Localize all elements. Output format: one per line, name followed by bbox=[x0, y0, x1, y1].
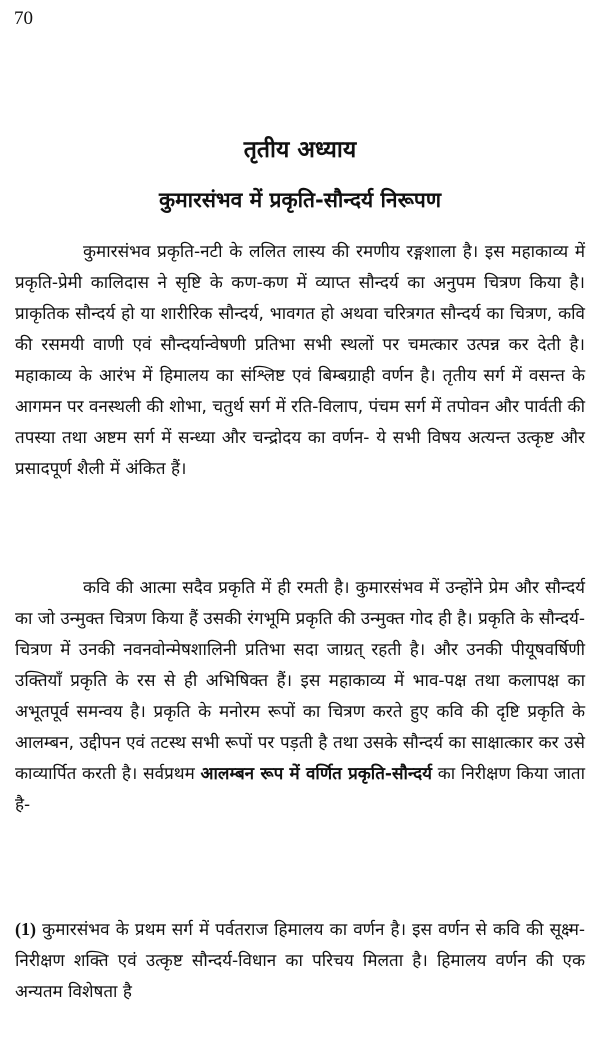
paragraph-nature-tail: का निरीक्षण किया जाता है- bbox=[15, 764, 585, 815]
point-number: (1) bbox=[15, 919, 36, 939]
paragraph-nature bbox=[15, 573, 585, 821]
chapter-subtitle: कुमारसंभव में प्रकृति-सौन्दर्य निरूपण bbox=[158, 188, 442, 212]
paragraph-intro: कुमारसंभव प्रकृति-नटी के ललित लास्य की रमणीय रङ्गशाला है। इस महाकाव्य में प्रकृति-प्रेमी कालिदास ने सृष्टि के कण-कण में व्याप्त सौन्दर्य का अनुपम चित्रण किया है। प्राकृतिक सौन्दर्य हो या शारीरिक सौन्दर्य, भावगत हो अथवा चरित्रगत सौन्दर्य का चित्रण, कवि की रसमयी वाणी एवं सौन्दर्यान्वेषणी प्रतिभा सभी स्थलों पर चमत्कार उत्पन्न कर देती है। महाकाव्य के आरंभ में हिमालय का संश्लिष्ट एवं बिम्बग्राही वर्णन है। तृतीय सर्ग में वसन्त के आगमन पर वनस्थली की शोभा, चतुर्थ सर्ग में रति-विलाप, पंचम सर्ग में तपोवन और पार्वती की तपस्या तथा अष्टम सर्ग में सन्ध्या और चन्द्रोदय का वर्णन- ये सभी विषय अत्यन्त उत्कृष्ट और प्रसादपूर्ण शैली में अंकित हैं। bbox=[15, 242, 585, 479]
paragraph-point-1 bbox=[15, 914, 585, 1008]
page-number: 70 bbox=[14, 8, 33, 29]
chapter-title: तृतीय अध्याय bbox=[243, 137, 357, 163]
paragraph-nature-emphasis: आलम्बन रूप में वर्णित प्रकृति-सौन्दर्य bbox=[200, 764, 432, 784]
paragraph-point-1-text: कुमारसंभव के प्रथम सर्ग में पर्वतराज हिमालय का वर्णन है। इस वर्णन से कवि की सूक्ष्म-निरीक्षण शक्ति एवं उत्कृष्ट सौन्दर्य-विधान का परिचय मिलता है। हिमालय वर्णन की एक अन्यतम विशेषता है bbox=[15, 920, 586, 1002]
paragraph-nature-text: कवि की आत्मा सदैव प्रकृति में ही रमती है। कुमारसंभव में उन्होंने प्रेम और सौन्दर्य का जो उन्मुक्त चित्रण किया हैं उसकी रंगभूमि प्रकृति की उन्मुक्त गोद ही है। प्रकृति के सौन्दर्य-चित्रण में उनकी नवनवोन्मेषशालिनी प्रतिभा सदा जाग्रत् रहती है। और उनकी पीयूषवर्षिणी उक्तियाँ प्रकृति के रस से ही अभिषिक्त हैं। इस महाकाव्य में भाव-पक्ष तथा कलापक्ष का अभूतपूर्व समन्वय है। प्रकृति के मनोरम रूपों का चित्रण करते हुए कवि की दृष्टि प्रकृति के आलम्बन, उद्दीपन एवं तटस्थ सभी रूपों पर पड़ती है तथा उसके सौन्दर्य का साक्षात्कार कर उसे काव्यार्पित करती है। सर्वप्रथम bbox=[15, 578, 585, 784]
